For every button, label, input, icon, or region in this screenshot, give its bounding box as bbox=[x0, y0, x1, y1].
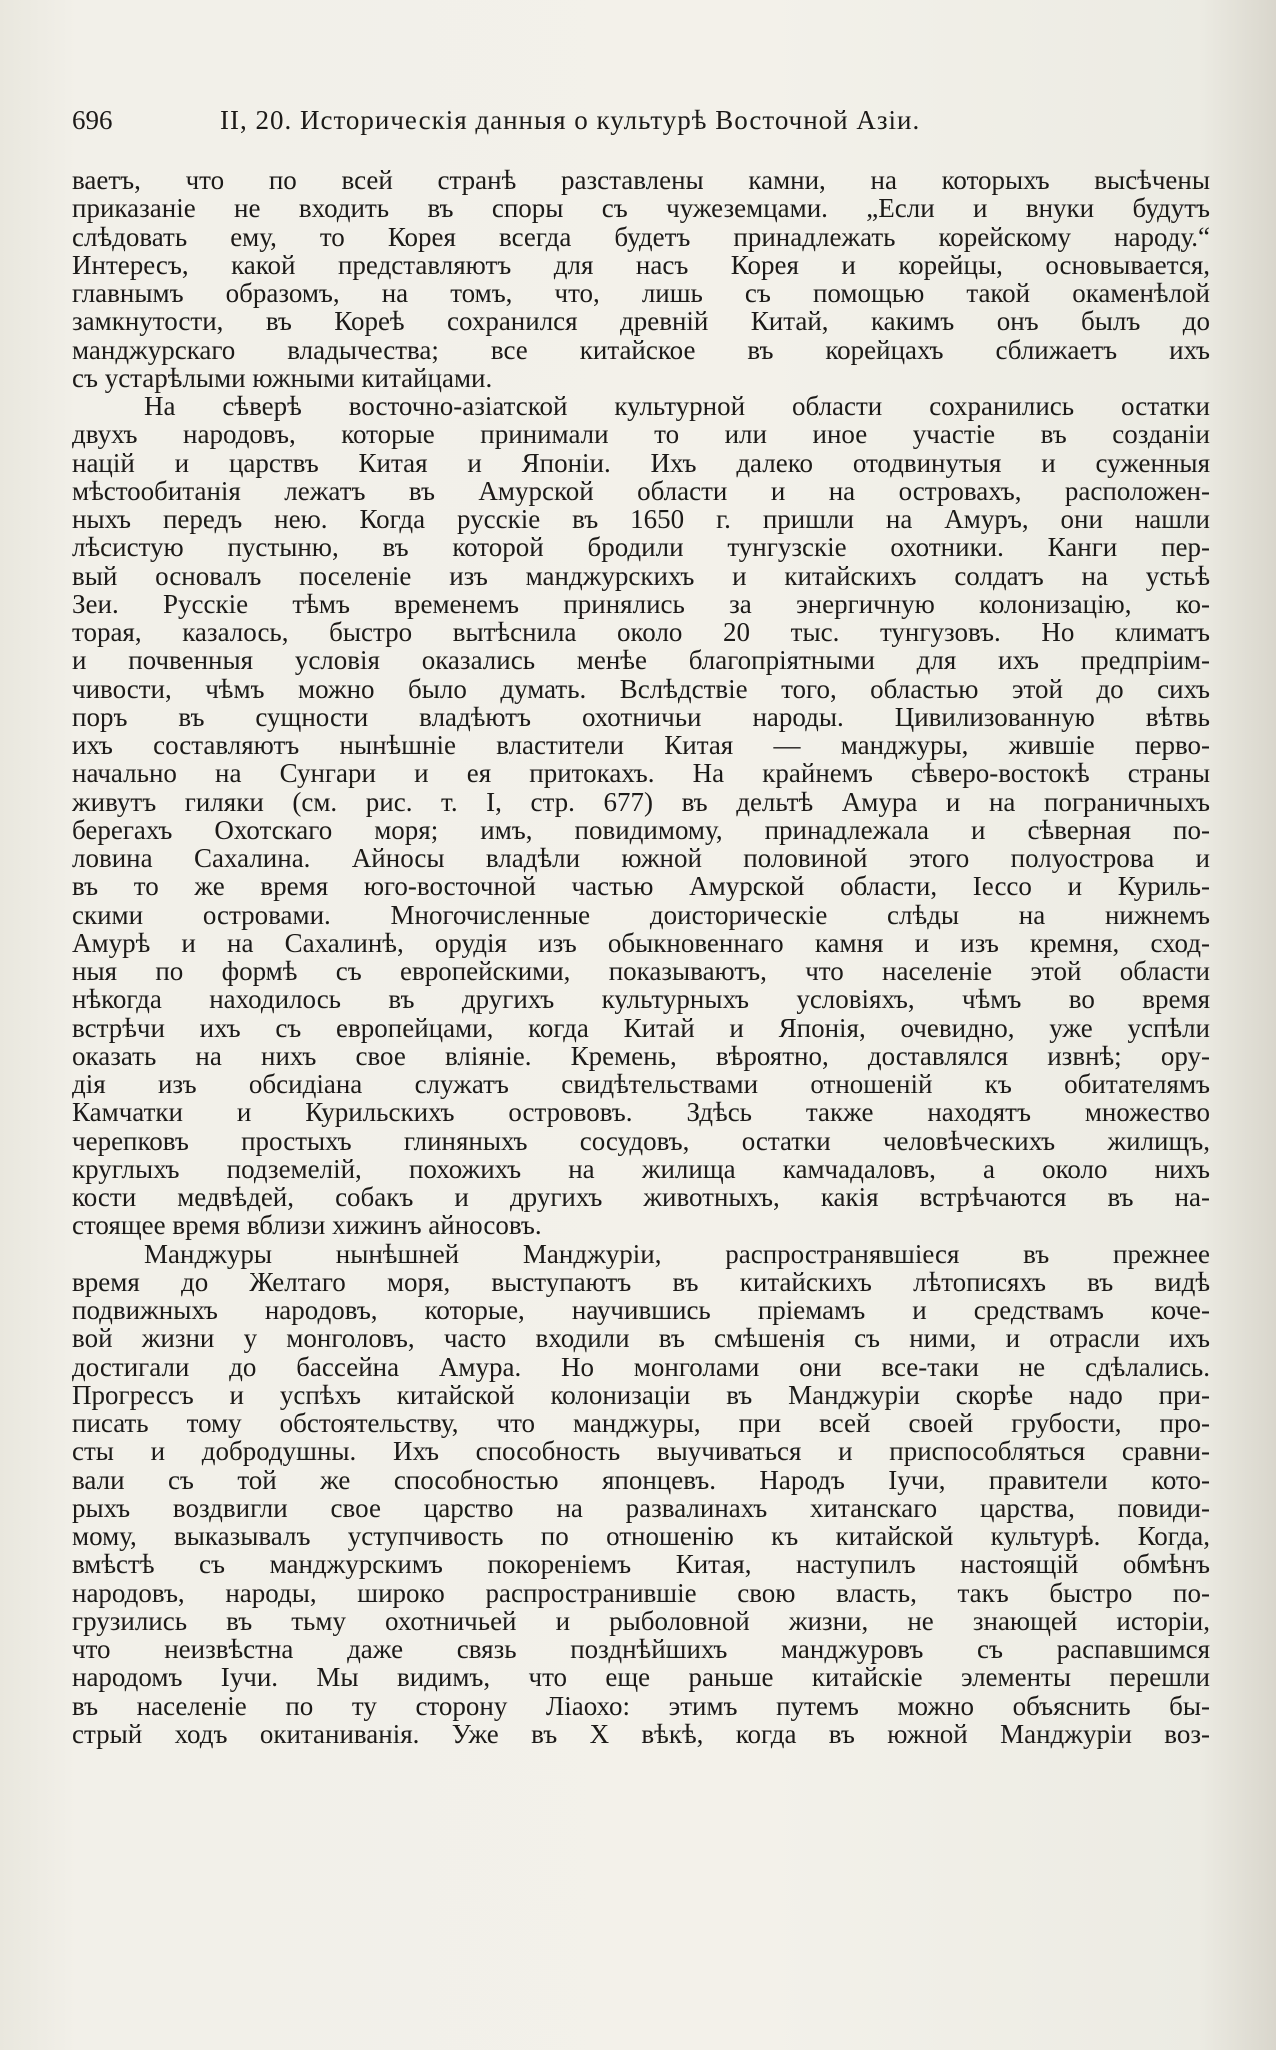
text-line: съ устарѣлыми южными китайцами. bbox=[72, 362, 493, 393]
text-line: замкнутости, въ Кореѣ сохранился древній Китай, какимъ онъ былъ до bbox=[72, 306, 1210, 337]
text-line: время до Желтаго моря, выступаютъ въ китайскихъ лѣтописяхъ въ видѣ bbox=[72, 1266, 1210, 1297]
paragraph bbox=[72, 1240, 1210, 1749]
text-line: Камчатки и Курильскихъ острововъ. Здѣсь также находятъ множество bbox=[72, 1097, 1210, 1128]
text-line: и почвенныя условія оказались менѣе благопріятными для ихъ предпріим- bbox=[72, 645, 1210, 676]
text-line: достигали до бассейна Амура. Но монголами они все-таки не сдѣлались. bbox=[72, 1351, 1210, 1382]
text-line: оказать на нихъ свое вліяніе. Кремень, вѣроятно, доставлялся извнѣ; ору- bbox=[72, 1040, 1210, 1071]
text-line: встрѣчи ихъ съ европейцами, когда Китай и Японія, очевидно, уже успѣли bbox=[72, 1012, 1210, 1043]
text-line: Манджуры нынѣшней Манджуріи, распространявшіеся въ прежнее bbox=[144, 1238, 1210, 1269]
running-head: II, 20. Историческія данныя о культурѣ Восточной Азіи. bbox=[220, 105, 921, 135]
text-line: Зеи. Русскіе тѣмъ временемъ принялись за энергичную колонизацію, ко- bbox=[72, 588, 1210, 619]
text-line: ихъ составляютъ нынѣшніе властители Китая — манджуры, жившіе перво- bbox=[72, 730, 1210, 760]
text-line: дія изъ обсидіана служатъ свидѣтельствами отношеній къ обитателямъ bbox=[72, 1069, 1210, 1099]
text-line: грузились въ тьму охотничьей и рыболовной жизни, не знающей исторіи, bbox=[72, 1605, 1210, 1636]
text-line: Прогрессъ и успѣхъ китайской колонизаціи въ Манджуріи скорѣе надо при- bbox=[72, 1379, 1210, 1410]
text-line: что неизвѣстна даже связь позднѣйшихъ манджуровъ съ распавшимся bbox=[72, 1634, 1210, 1664]
text-line: ныя по формѣ съ европейскими, показываютъ, что населеніе этой области bbox=[72, 956, 1210, 986]
body-text bbox=[72, 166, 1210, 1748]
text-line: манджурскаго владычества; все китайское въ корейцахъ сближаетъ ихъ bbox=[72, 334, 1210, 365]
text-line: лѣсистую пустыню, въ которой бродили тунгузскіе охотники. Канги пер- bbox=[72, 532, 1210, 563]
paragraph bbox=[72, 166, 1210, 392]
text-line: подвижныхъ народовъ, которые, научившись пріемамъ и средствамъ коче- bbox=[72, 1295, 1210, 1325]
text-line: мому, выказывалъ уступчивость по отношенію къ китайской культурѣ. Когда, bbox=[72, 1521, 1210, 1551]
text-line: ловина Сахалина. Айносы владѣли южной половиной этого полуострова и bbox=[72, 843, 1210, 873]
text-line: народомъ Іучи. Мы видимъ, что еще раньше китайскіе элементы перешли bbox=[72, 1662, 1210, 1693]
text-line: На сѣверѣ восточно-азіатской культурной области сохранились остатки bbox=[144, 391, 1210, 421]
text-line: чивости, чѣмъ можно было думать. Вслѣдствіе того, областью этой до сихъ bbox=[72, 673, 1210, 704]
paragraph bbox=[72, 392, 1210, 1240]
text-line: въ населеніе по ту сторону Ліаохо: этимъ путемъ можно объяснить бы- bbox=[72, 1690, 1210, 1721]
text-line: сты и добродушны. Ихъ способность выучиваться и приспособляться сравни- bbox=[72, 1436, 1210, 1467]
text-line: націй и царствъ Китая и Японіи. Ихъ далеко отодвинутыя и суженныя bbox=[72, 447, 1210, 478]
text-line: нѣкогда находилось въ другихъ культурныхъ условіяхъ, чѣмъ во время bbox=[72, 984, 1210, 1015]
text-line: начально на Сунгари и ея притокахъ. На крайнемъ сѣверо-востокѣ страны bbox=[72, 758, 1210, 789]
text-line: рыхъ воздвигли свое царство на развалинахъ хитанскаго царства, повиди- bbox=[72, 1492, 1210, 1523]
text-line: ваетъ, что по всей странѣ разставлены камни, на которыхъ высѣчены bbox=[72, 165, 1210, 195]
text-line: главнымъ образомъ, на томъ, что, лишь съ помощью такой окаменѣлой bbox=[72, 278, 1210, 308]
text-line: въ то же время юго-восточной частью Амурской области, Іессо и Куриль- bbox=[72, 871, 1210, 902]
text-line: вой жизни у монголовъ, часто входили въ смѣшенія съ ними, и отрасли ихъ bbox=[72, 1323, 1210, 1354]
text-line: писать тому обстоятельству, что манджуры, при всей своей грубости, про- bbox=[72, 1408, 1210, 1438]
text-line: торая, казалось, быстро вытѣснила около 20 тыс. тунгузовъ. Но климатъ bbox=[72, 617, 1210, 647]
text-line: вмѣстѣ съ манджурскимъ покореніемъ Китая, наступилъ настоящій обмѣнъ bbox=[72, 1549, 1210, 1580]
text-line: черепковъ простыхъ глиняныхъ сосудовъ, остатки человѣческихъ жилищъ, bbox=[72, 1125, 1210, 1156]
text-line: скими островами. Многочисленные доисторическіе слѣды на нижнемъ bbox=[72, 899, 1210, 930]
text-line: приказаніе не входить въ споры съ чужеземцами. „Если и внуки будутъ bbox=[72, 193, 1210, 224]
text-line: стоящее время вблизи хижинъ айносовъ. bbox=[72, 1210, 542, 1241]
text-line: мѣстообитанія лежатъ въ Амурской области и на островахъ, расположен- bbox=[72, 475, 1210, 506]
text-line: слѣдовать ему, то Корея всегда будетъ принадлежать корейскому народу.“ bbox=[72, 221, 1210, 252]
text-line: живутъ гиляки (см. рис. т. I, стр. 677) въ дельтѣ Амура и на пограничныхъ bbox=[72, 786, 1210, 817]
text-line: ныхъ передъ нею. Когда русскіе въ 1650 г. пришли на Амуръ, они нашли bbox=[72, 504, 1210, 534]
text-line: поръ въ сущности владѣютъ охотничьи народы. Цивилизованную вѣтвь bbox=[72, 701, 1210, 732]
text-line: берегахъ Охотскаго моря; имъ, повидимому, принадлежала и сѣверная по- bbox=[72, 814, 1210, 845]
text-line: вый основалъ поселеніе изъ манджурскихъ и китайскихъ солдатъ на устьѣ bbox=[72, 560, 1210, 591]
text-line: Амурѣ и на Сахалинѣ, орудія изъ обыкновеннаго камня и изъ кремня, сход- bbox=[72, 927, 1210, 958]
page-header bbox=[72, 100, 1202, 140]
text-line: вали съ той же способностью японцевъ. Народъ Іучи, правители кото- bbox=[72, 1464, 1210, 1495]
text-line: народовъ, народы, широко распространившіе свою власть, такъ быстро по- bbox=[72, 1577, 1210, 1608]
text-line: Интересъ, какой представляютъ для насъ Корея и корейцы, основывается, bbox=[72, 249, 1210, 280]
page-number: 696 bbox=[72, 105, 113, 135]
text-line: кости медвѣдей, собакъ и другихъ животныхъ, какія встрѣчаются въ на- bbox=[72, 1182, 1210, 1212]
text-line: стрый ходъ окитаниванія. Уже въ X вѣкѣ, когда въ южной Манджуріи воз- bbox=[72, 1718, 1210, 1749]
text-line: круглыхъ подземелій, похожихъ на жилища камчадаловъ, а около нихъ bbox=[72, 1153, 1210, 1184]
text-line: двухъ народовъ, которые принимали то или иное участіе въ созданіи bbox=[72, 419, 1210, 450]
